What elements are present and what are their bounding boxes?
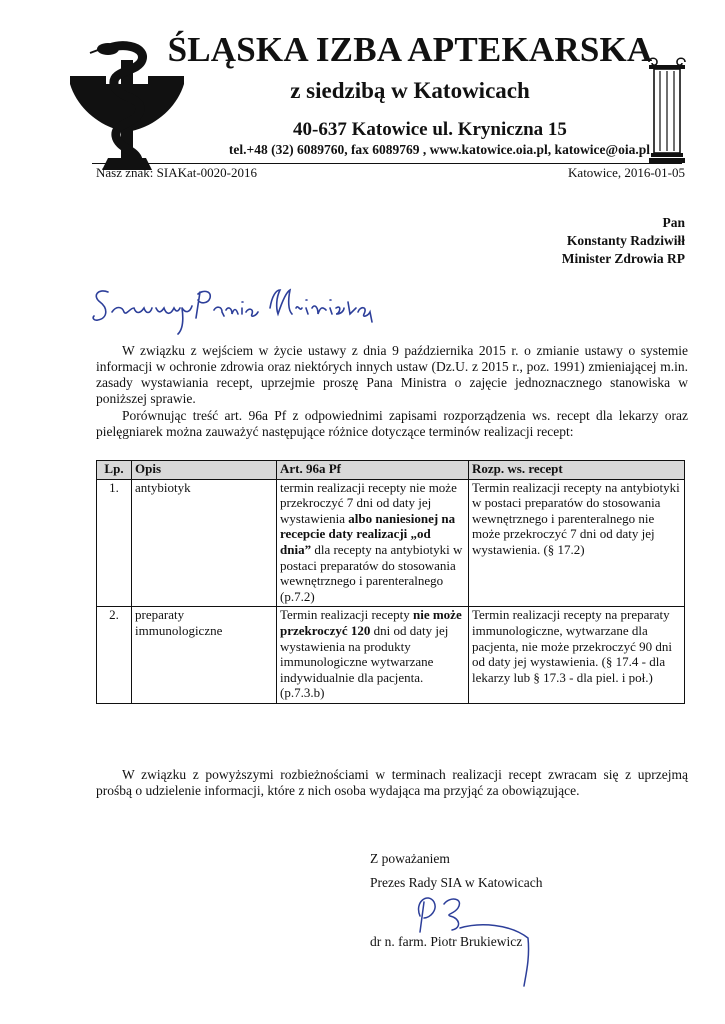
organization-contact: tel.+48 (32) 6089760, fax 6089769 , www.katowice.oia.pl, katowice@oia.pl	[228, 142, 650, 157]
header-art: Art. 96a Pf	[277, 461, 469, 480]
header-divider	[92, 163, 682, 164]
cell-art-text: dla recepty na antybiotyki w postaci preparatów do stosowania wewnętrznego i parenteralnego (p.7.2)	[280, 541, 463, 604]
body-paragraph-1: W związku z wejściem w życie ustawy z dnia 9 października 2015 r. o zmianie ustawy o systemie informacji w ochronie zdrowia oraz niektórych innych ustaw (Dz.U. z 2015 r., poz. 1991) zmieniającej m.in. zasady wystawiania recept, uprzejmie proszę Pana Ministra o zajęcie jednoznacznego stanowiska w poniższej sprawie.	[96, 343, 688, 406]
organization-seat: z siedzibą w Katowicach	[290, 78, 530, 103]
cell-art-emphasis: nie może przekroczyć 120	[280, 607, 462, 638]
cell-opis: antybiotyk	[132, 479, 277, 607]
cell-art	[277, 607, 469, 704]
cell-art-text: termin realizacji recepty nie może przekroczyć 7 dni od daty jej wystawienia	[280, 479, 457, 526]
addressee-line-3: Minister Zdrowia RP	[561, 251, 685, 266]
closing-title: Prezes Rady SIA w Katowicach	[370, 875, 543, 890]
header-opis: Opis	[132, 461, 277, 480]
cell-rozp: Termin realizacji recepty na antybiotyki w postaci preparatów do stosowania wewnętrznego i parenteralnego nie może przekroczyć 7 dni od daty jej wystawienia. (§ 17.2)	[469, 479, 685, 607]
closing-greeting: Z poważaniem	[370, 851, 450, 866]
cell-art-text: dni od daty jej wystawienia na produkty immunologiczne wytwarzane indywidualnie dla pacjenta.(p.7.3.b)	[280, 622, 449, 701]
comparison-table	[96, 460, 685, 704]
reference-number: Nasz znak: SIAKat-0020-2016	[96, 165, 258, 180]
body-paragraph-2: Porównując treść art. 96a Pf z odpowiednimi zapisami rozporządzenia ws. recept dla lekarzy oraz pielęgniarek można zauważyć następujące różnice dotyczące terminów realizacji recept:	[96, 408, 688, 439]
table-row	[97, 607, 685, 704]
addressee-line-1: Pan	[662, 215, 685, 230]
cell-art-emphasis: albo naniesionej na recepcie daty realizacji „od dnia”	[280, 510, 456, 557]
cell-art-text: Termin realizacji recepty	[280, 607, 413, 623]
organization-address: 40-637 Katowice ul. Kryniczna 15	[293, 119, 567, 140]
handwritten-salutation	[86, 278, 376, 338]
header-lp: Lp.	[97, 461, 132, 480]
table-header-row	[97, 461, 685, 480]
header-rozp: Rozp. ws. recept	[469, 461, 685, 480]
body-paragraph-3: W związku z powyższymi rozbieżnościami w terminach realizacji recept zwracam się z uprzejmą prośbą o udzielenie informacji, które z nich osoba wydająca ma przyjąć za obowiązujące.	[96, 767, 688, 798]
cell-art	[277, 479, 469, 607]
addressee-block	[562, 214, 685, 268]
place-date: Katowice, 2016-01-05	[568, 165, 685, 180]
addressee-line-2: Konstanty Radziwiłł	[566, 233, 685, 248]
cell-rozp: Termin realizacji recepty na preparaty immunologiczne, wytwarzane dla pacjenta, nie może przekroczyć 90 dni od daty jej wystawienia. (§ 17.4 - dla lekarzy lub § 17.3 - dla piel. i poł.)	[469, 607, 685, 704]
column-icon	[648, 56, 686, 164]
cell-opis: preparaty immunologiczne	[132, 607, 277, 704]
signatory-name: dr n. farm. Piotr Brukiewicz	[370, 934, 523, 949]
table-row	[97, 479, 685, 607]
cell-lp: 2.	[97, 607, 132, 704]
organization-name: ŚLĄSKA IZBA APTEKARSKA	[167, 30, 653, 69]
cell-lp: 1.	[97, 479, 132, 607]
